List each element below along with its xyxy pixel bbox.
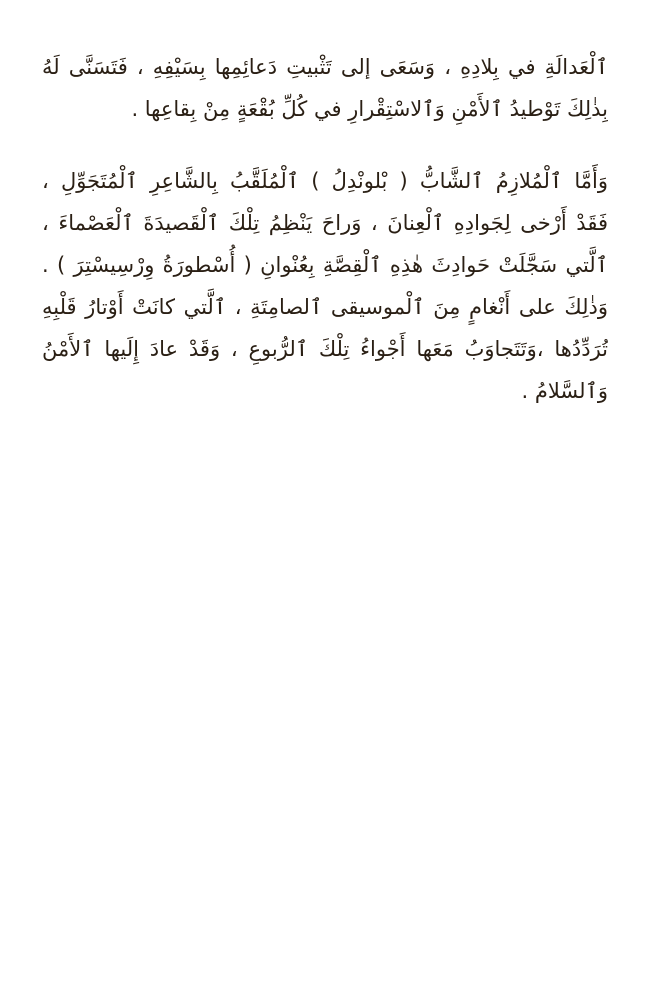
text-line: ٱلْعَدالَةِ في بِلادِهِ ، وَسَعَى إلى تَثْبيتِ دَعائِمِها بِسَيْفِهِ ، فَتَسَنَّى لَهُ: [42, 55, 608, 79]
paragraph-1: [42, 46, 608, 130]
text-line: بِذٰلِكَ تَوْطيدُ ٱلأَمْنِ وَٱلاسْتِقْرارِ في كُلِّ بُقْعَةٍ مِنْ بِقاعِها .: [131, 97, 608, 121]
text-line: وَٱلسَّلامُ .: [521, 379, 608, 403]
text-line: وَذٰلِكَ على أَنْغامٍ مِنَ ٱلْموسيقى ٱلصامِتَةِ ، ٱلَّتي كانَتْ أَوْتارُ قَلْبِهِ: [42, 295, 608, 319]
text-line: تُرَدِّدُها ،وَتَتَجاوَبُ مَعَها أَجْواءُ تِلْكَ ٱلرُّبوعِ ، وَقَدْ عادَ إِلَيها ٱلأَمْنُ: [42, 337, 608, 361]
text-line: فَقَدْ أَرْخى لِجَوادِهِ ٱلْعِنانَ ، وَراحَ يَنْظِمُ تِلْكَ ٱلْقَصيدَةَ ٱلْعَصْماءَ ،: [42, 211, 608, 235]
text-line: ٱلَّتي سَجَّلَتْ حَوادِثَ هٰذِهِ ٱلْقِصَّةِ بِعُنْوانِ ( أُسْطورَةُ وِرْسِيسْتِرَ ) .: [42, 253, 608, 277]
text-line: وَأَمَّا ٱلْمُلازِمُ ٱلشَّابُّ ( بْلونْدِلُ ) ٱلْمُلَقَّبُ بِالشَّاعِرِ ٱلْمُتَجَوِّلِ ،: [42, 169, 608, 193]
paragraph-2: [42, 160, 608, 412]
